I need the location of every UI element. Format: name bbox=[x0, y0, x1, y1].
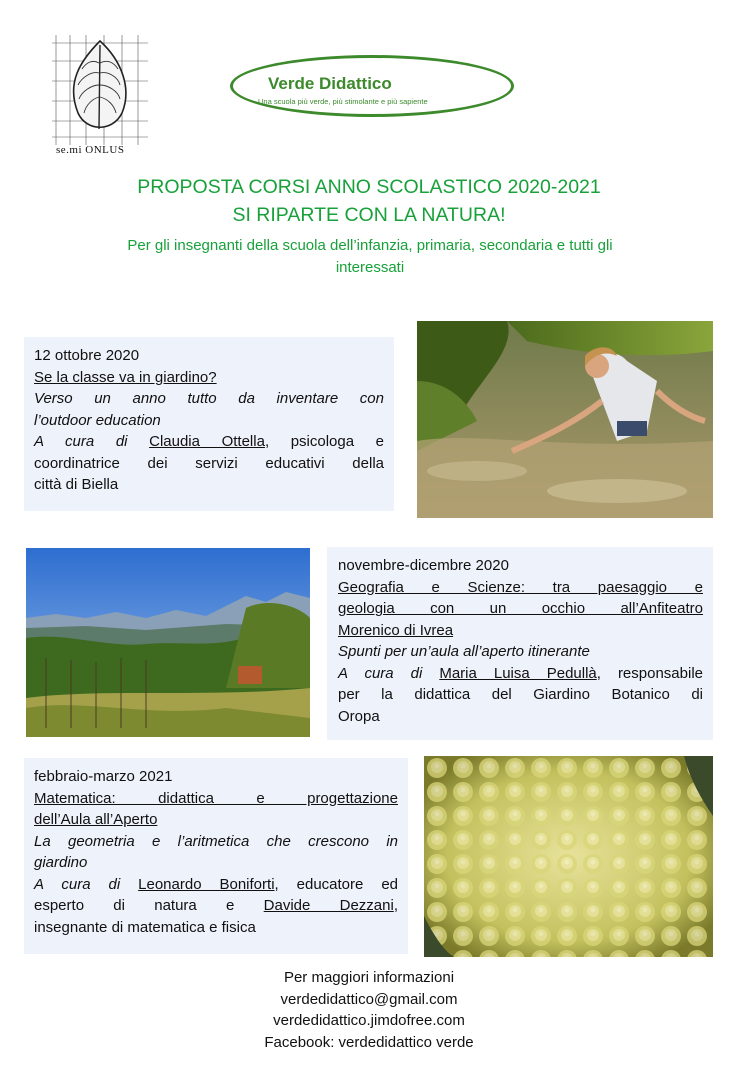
speaker-role: , educatore ed bbox=[274, 875, 398, 893]
course-subtitle: l’outdoor education bbox=[34, 411, 161, 429]
curated-by-label: A cura di bbox=[34, 433, 128, 450]
photo-romanesco-broccoli bbox=[424, 756, 713, 957]
photo-girl-in-stream bbox=[417, 321, 713, 518]
audience-line-2: interessati bbox=[335, 259, 405, 276]
course-title: dell’Aula all’Aperto bbox=[34, 811, 158, 828]
footer-website[interactable]: verdedidattico.jimdofree.com bbox=[273, 1012, 465, 1029]
verde-didattico-tagline: Una scuola più verde, più stimolante e più sapiente bbox=[258, 97, 428, 106]
footer-facebook[interactable]: Facebook: verdedidattico verde bbox=[264, 1034, 474, 1051]
course-subtitle: Spunti per un’aula all’aperto itinerante bbox=[338, 643, 590, 660]
course-card-2 bbox=[327, 547, 713, 740]
course-subtitle: Verso un anno tutto da inventare con bbox=[34, 390, 384, 407]
footer-email[interactable]: verdedidattico@gmail.com bbox=[280, 991, 458, 1008]
course-date: febbraio-marzo 2021 bbox=[34, 768, 173, 785]
speaker-role: per la didattica del Giardino Botanico di bbox=[338, 686, 703, 703]
course-title: Morenico di Ivrea bbox=[338, 621, 454, 639]
title-line-2: SI RIPARTE CON LA NATURA! bbox=[232, 204, 506, 226]
curated-by-label: A cura di bbox=[34, 875, 121, 893]
semi-onlus-logo bbox=[52, 33, 152, 155]
semi-onlus-label: se.mi ONLUS bbox=[56, 144, 125, 156]
speaker-role: Oropa bbox=[338, 707, 380, 725]
course-title: Se la classe va in giardino? bbox=[34, 368, 217, 386]
course-date: novembre-dicembre 2020 bbox=[338, 557, 509, 574]
speaker-role: città di Biella bbox=[34, 476, 119, 493]
course-card-3 bbox=[24, 758, 408, 954]
course-subtitle: giardino bbox=[34, 854, 88, 871]
speaker-role: , psicologa e bbox=[264, 433, 385, 450]
speaker-name: Maria Luisa Pedullà bbox=[439, 664, 597, 682]
course-card-1 bbox=[24, 337, 394, 511]
speaker-role: insegnante di matematica e fisica bbox=[34, 918, 256, 936]
photo-landscape-vineyard bbox=[26, 548, 310, 737]
speaker-name: Claudia Ottella bbox=[149, 433, 265, 450]
speaker-role: coordinatrice dei servizi educativi della bbox=[34, 454, 384, 472]
speaker-name: Davide Dezzani bbox=[263, 897, 394, 914]
course-title: Matematica: didattica e progettazione bbox=[34, 789, 398, 807]
speaker-role: , responsabile bbox=[596, 664, 703, 682]
title-line-1: PROPOSTA CORSI ANNO SCOLASTICO 2020-2021 bbox=[137, 176, 601, 198]
speaker-role: , bbox=[393, 897, 398, 914]
course-date: 12 ottobre 2020 bbox=[34, 347, 140, 364]
footer-info-label: Per maggiori informazioni bbox=[283, 969, 455, 986]
speaker-name: Leonardo Boniforti bbox=[138, 875, 275, 893]
course-subtitle: La geometria e l’aritmetica che crescono in bbox=[34, 832, 398, 850]
course-title: Geografia e Scienze: tra paesaggio e bbox=[338, 578, 703, 596]
audience-line-1: Per gli insegnanti della scuola dell’infanzia, primaria, secondaria e tutti gli bbox=[127, 237, 613, 254]
curated-by-label: A cura di bbox=[338, 664, 423, 682]
speaker-role: esperto di natura e bbox=[34, 897, 235, 914]
course-title: geologia con un occhio all’Anfiteatro bbox=[338, 600, 703, 617]
verde-didattico-title: Verde Didattico bbox=[268, 74, 392, 93]
